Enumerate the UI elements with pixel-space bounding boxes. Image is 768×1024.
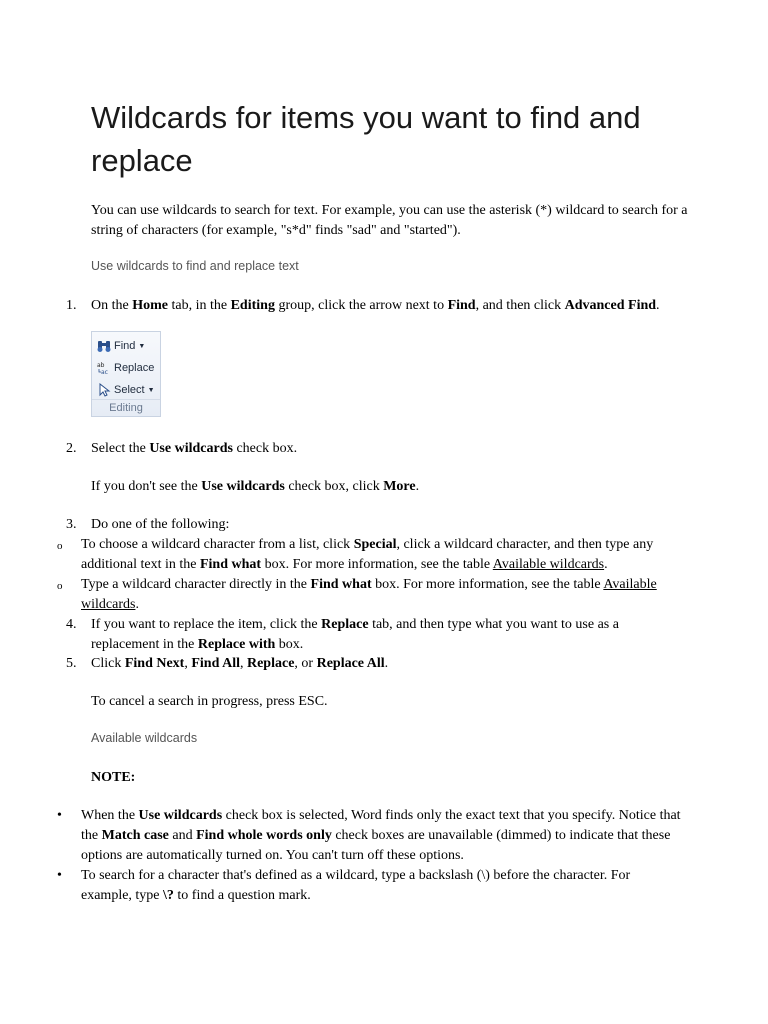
step-2-number: 2. xyxy=(66,441,77,456)
ribbon-find-button[interactable]: Find ▼ xyxy=(97,337,145,355)
sub-bullet-1: o xyxy=(57,540,63,552)
step-3-option-1: To choose a wildcard character from a list, click Special, click a wildcard character, and then type any additional text in the Find what box. For more information, see the table Available wildcards. xyxy=(81,537,654,572)
step-1-number: 1. xyxy=(66,298,77,313)
intro-paragraph: You can use wildcards to search for text. For example, you can use the asterisk (*) wildcard to search for a string of characters (for example, "s*d" finds "sad" and "started"). xyxy=(91,203,688,238)
page-title: Wildcards for items you want to find and replace xyxy=(91,100,641,178)
svg-text:ac: ac xyxy=(101,369,108,375)
cursor-icon xyxy=(97,383,111,397)
step-2-note: If you don't see the Use wildcards check box, click More. xyxy=(91,479,420,494)
editing-ribbon-group xyxy=(91,331,161,417)
svg-text:ab: ab xyxy=(97,362,105,369)
step-5-number: 5. xyxy=(66,656,77,671)
find-dropdown-icon[interactable]: ▼ xyxy=(138,342,146,350)
bullet-1-glyph: • xyxy=(57,808,62,823)
step-3-option-2: Type a wildcard character directly in the Find what box. For more information, see the table Available wildcards. xyxy=(81,577,657,612)
available-wildcards-link[interactable]: Available wildcards xyxy=(81,577,657,612)
note-label: NOTE: xyxy=(91,770,136,785)
replace-icon xyxy=(97,361,111,375)
home-tab-ref: Home xyxy=(132,298,168,313)
available-wildcards-link[interactable]: Available wildcards xyxy=(492,557,605,572)
select-dropdown-icon[interactable]: ▼ xyxy=(147,386,155,394)
step-4-text: If you want to replace the item, click the Replace tab, and then type what you want to use as a replacement in the Replace with box. xyxy=(91,617,619,652)
ribbon-replace-button[interactable]: ab ac Replace xyxy=(97,362,155,375)
step-3-number: 3. xyxy=(66,517,77,532)
find-ref: Find xyxy=(447,298,476,313)
ribbon-group-label: Editing xyxy=(92,399,160,416)
bullet-2-glyph: • xyxy=(57,868,62,883)
advanced-find-ref: Advanced Find xyxy=(564,298,657,313)
binoculars-icon xyxy=(97,339,111,353)
section-heading-available-wildcards: Available wildcards xyxy=(91,731,198,745)
step-5-text: Click Find Next, Find All, Replace, or Replace All. xyxy=(91,656,389,671)
step-2-text: Select the Use wildcards check box. xyxy=(91,441,298,456)
note-bullet-1: When the Use wildcards check box is selected, Word finds only the exact text that you specify. Notice that the Match case and Find whole words only check boxes are unavailable (dimmed) to indicate that these options are automatically turned on. You can't turn off these options. xyxy=(81,808,681,863)
step-1-text: On the Home tab, in the Editing group, click the arrow next to Find, and then click Advanced Find. xyxy=(91,298,660,313)
editing-group-ref: Editing xyxy=(230,298,275,313)
cancel-instruction: To cancel a search in progress, press ESC. xyxy=(91,694,328,709)
step-3-text: Do one of the following: xyxy=(91,517,230,532)
ribbon-select-button[interactable]: Select ▼ xyxy=(97,381,155,399)
section-heading-find-replace: Use wildcards to find and replace text xyxy=(91,259,299,273)
sub-bullet-2: o xyxy=(57,580,63,592)
note-bullet-2: To search for a character that's defined as a wildcard, type a backslash (\) before the character. For example, type \? to find a question mark. xyxy=(81,868,631,903)
step-4-number: 4. xyxy=(66,617,77,632)
